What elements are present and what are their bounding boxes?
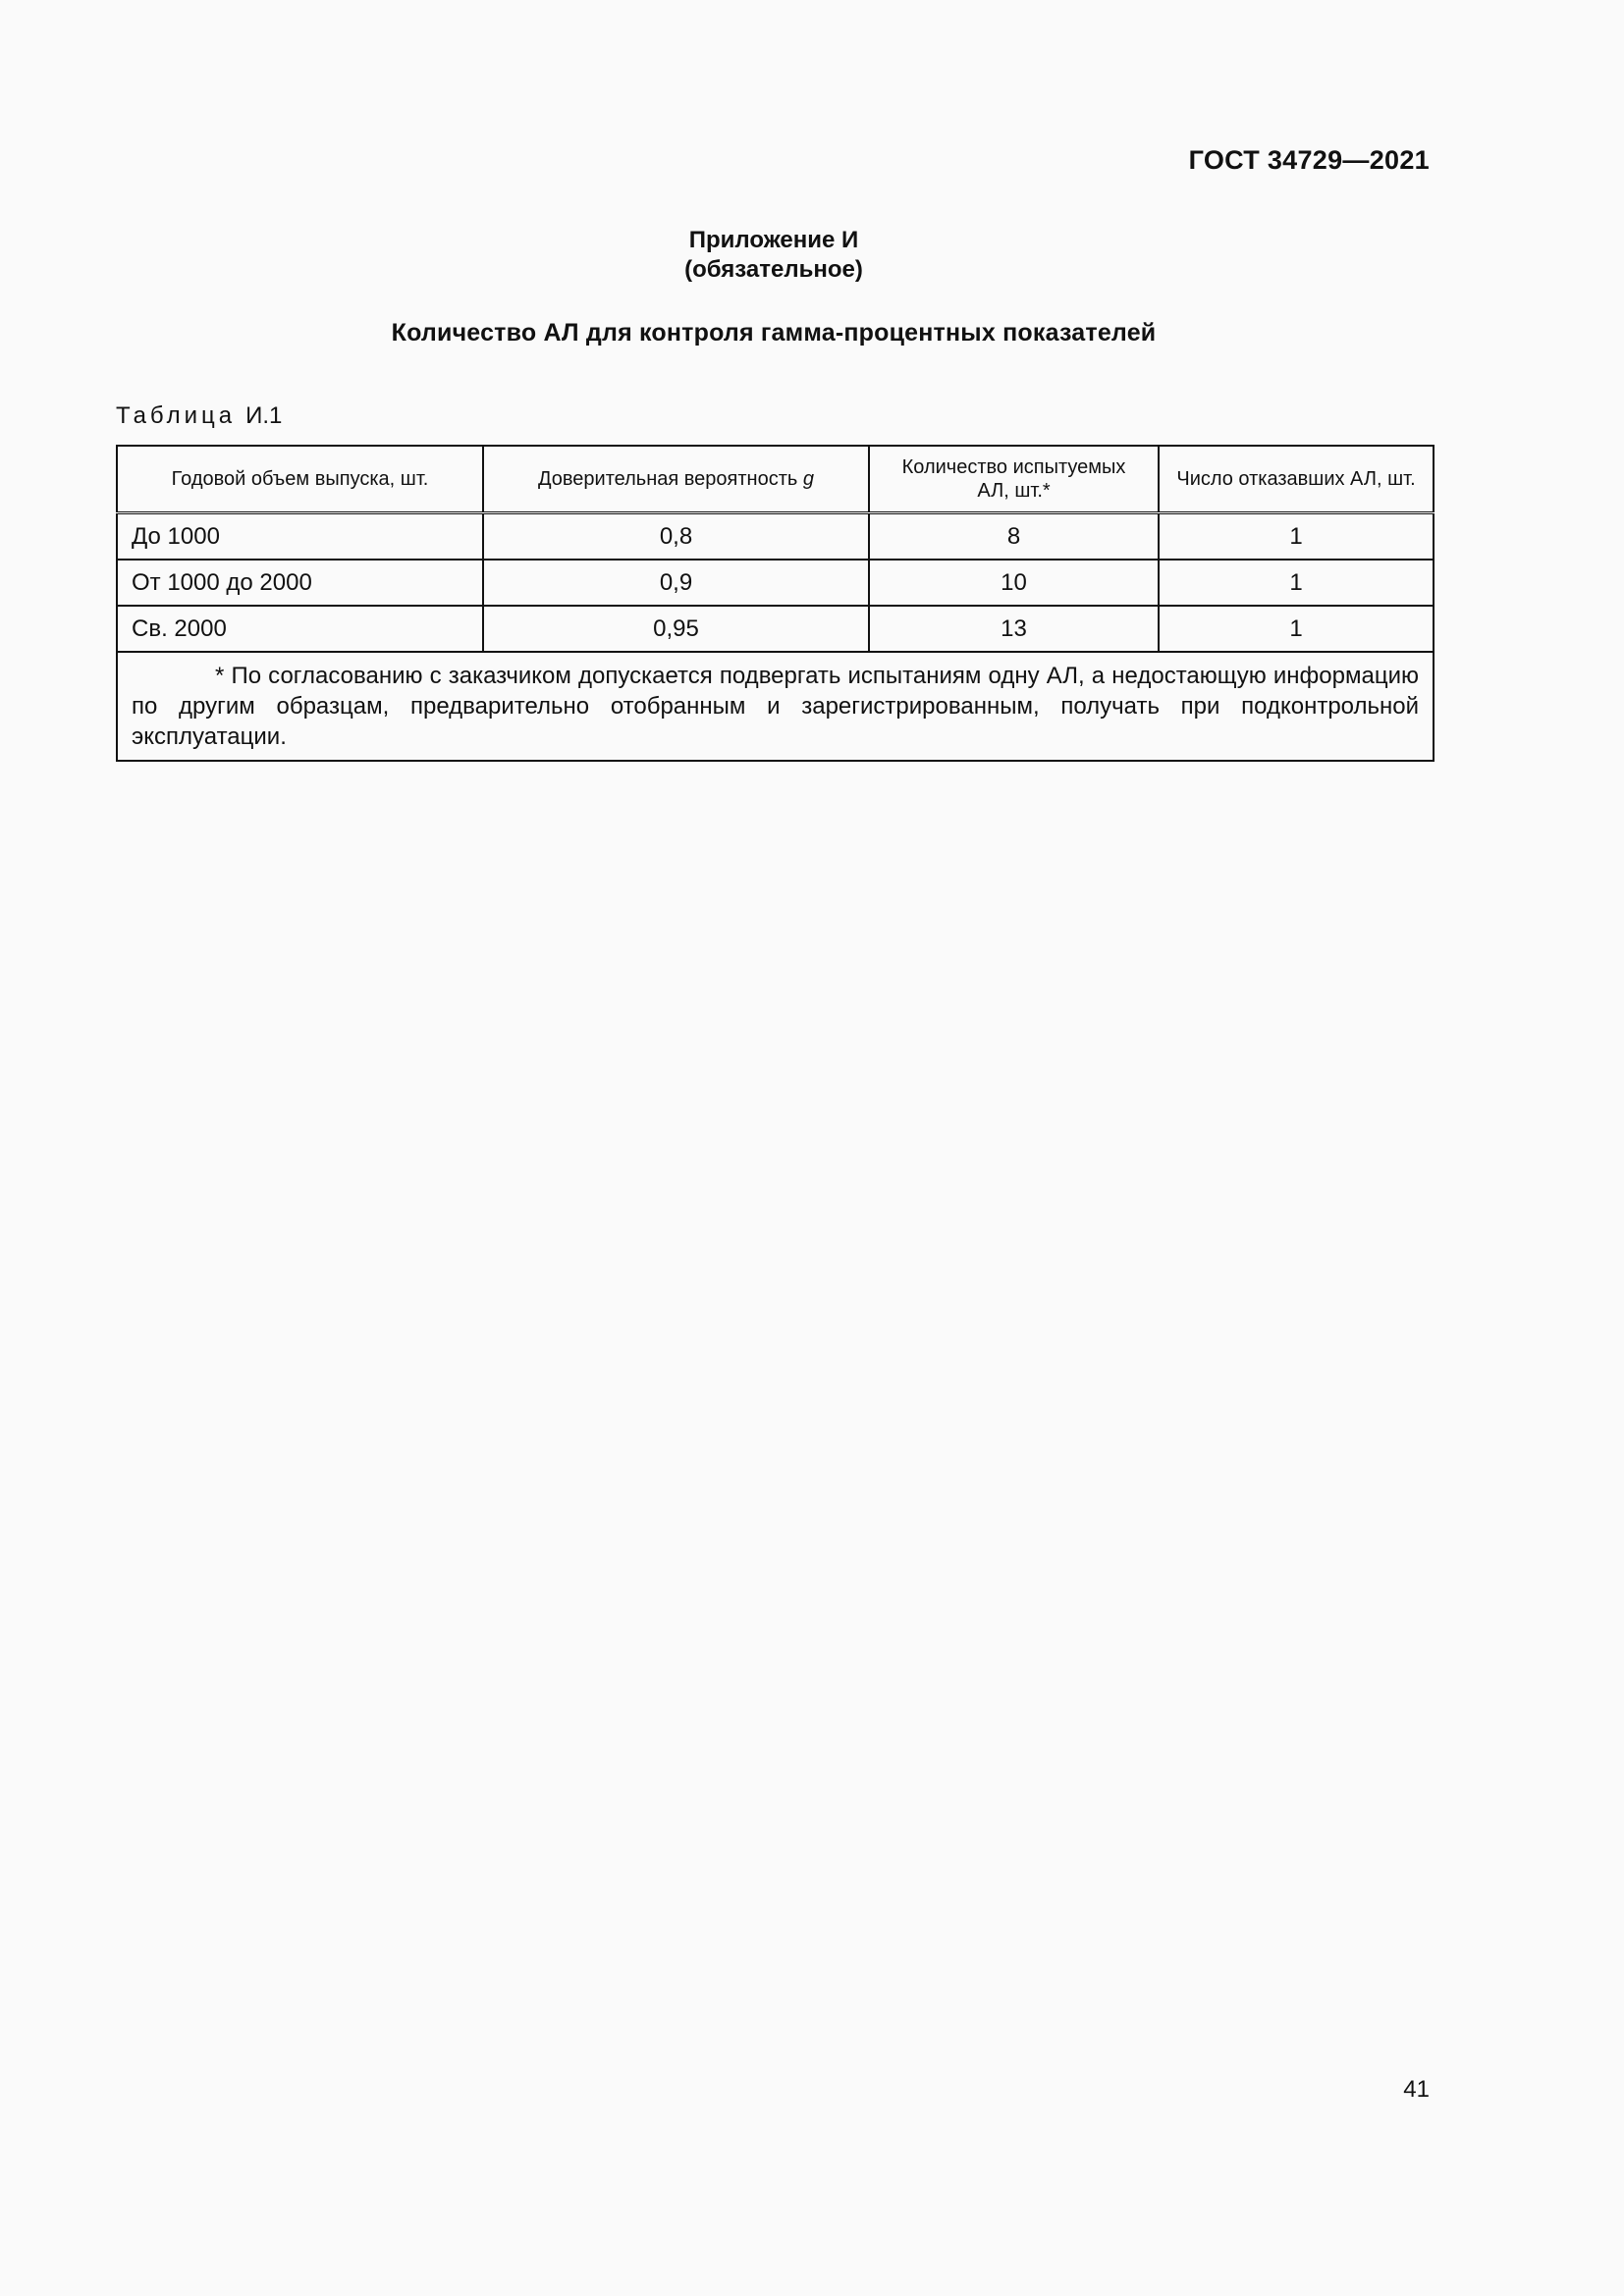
cell-failed: 1	[1159, 513, 1434, 561]
appendix-heading	[0, 226, 1547, 285]
cell-confidence: 0,9	[483, 560, 869, 606]
header-confidence-symbol: g	[802, 468, 814, 490]
section-title: Количество АЛ для контроля гамма-процентных показателей	[391, 319, 1157, 347]
header-confidence-label: Доверительная вероятность	[538, 468, 798, 490]
cell-tested: 8	[869, 513, 1159, 561]
page-number: 41	[1403, 2076, 1430, 2103]
header-confidence	[483, 446, 869, 513]
table-header-row	[117, 446, 1434, 513]
header-tested-count: Количество испытуемых АЛ, шт.*	[869, 446, 1159, 513]
table-caption	[116, 402, 282, 430]
cell-volume: До 1000	[117, 513, 483, 561]
cell-tested: 10	[869, 560, 1159, 606]
table-caption-number: И.1	[245, 402, 283, 429]
table-row	[117, 513, 1434, 561]
table-footnote-row	[117, 652, 1434, 761]
data-table	[116, 445, 1435, 762]
cell-confidence: 0,8	[483, 513, 869, 561]
cell-tested: 13	[869, 606, 1159, 652]
table-footnote-cell	[117, 652, 1434, 761]
table-row	[117, 606, 1434, 652]
header-failed-count: Число отказавших АЛ, шт.	[1159, 446, 1434, 513]
cell-volume: От 1000 до 2000	[117, 560, 483, 606]
table-footnote: * По согласованию с заказчиком допускается подвергать испытаниям одну АЛ, а недостающую информацию по другим образцам, предварительно отобранным и зарегистрированным, получать при подконтрольной эксплуатации.	[132, 663, 1419, 750]
header-annual-volume: Годовой объем выпуска, шт.	[117, 446, 483, 513]
document-code: ГОСТ 34729—2021	[1188, 145, 1430, 175]
table-row	[117, 560, 1434, 606]
appendix-title: Приложение И	[688, 227, 859, 253]
cell-volume: Св. 2000	[117, 606, 483, 652]
cell-confidence: 0,95	[483, 606, 869, 652]
appendix-status: (обязательное)	[684, 256, 863, 283]
cell-failed: 1	[1159, 606, 1434, 652]
table-caption-label: Таблица	[116, 402, 237, 429]
cell-failed: 1	[1159, 560, 1434, 606]
